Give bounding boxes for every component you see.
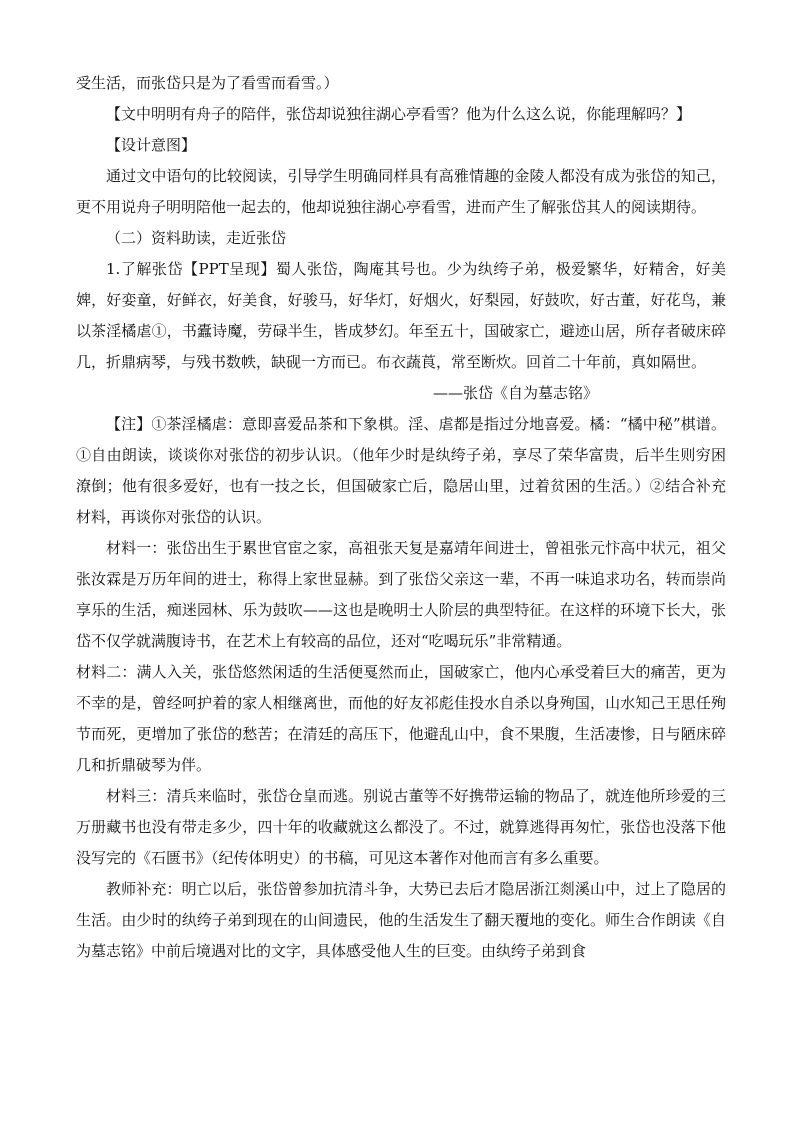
teacher-supplement: 教师补充：明亡以后，张岱曾参加抗清斗争，大势已去后才隐居浙江剡溪山中，过上了隐居的生活。由少时的纨绔子弟到现在的山间遗民，他的生活发生了翻天覆地的变化。师生合作朗读《自为墓志铭》中前后境遇对比的文字，具体感受他人生的巨变。由纨绔子弟到食 — [76, 880, 726, 960]
material-two: 材料二：满人入关，张岱悠然闲适的生活便戛然而止，国破家亡，他内心承受着巨大的痛苦，更为不幸的是，曾经呵护着的家人相继离世，而他的好友祁彪佳投水自杀以身殉国，山水知己王思任殉节而死，更增加了张岱的愁苦；在清廷的高压下，他避乱山中，食不果腹，生活凄惨，日与陋床碎几和折鼎破琴为伴。 — [76, 663, 726, 774]
discussion-question: 【文中明明有舟子的陪伴，张岱却说独往湖心亭看雪？他为什么这么说，你能理解吗？】 — [106, 105, 692, 123]
section-heading: （二）资料助读，走近张岱 — [106, 229, 287, 247]
design-intent-text: 通过文中语句的比较阅读，引导学生明确同样具有高雅情趣的金陵人都没有成为张岱的知己，更不用说舟子明明陪他一起去的，他却说独往湖心亭看雪，进而产生了解张岱其人的阅读期待。 — [76, 167, 726, 216]
material-one: 材料一：张岱出生于累世官宦之家，高祖张天复是嘉靖年间进士，曾祖张元忭高中状元，祖父张汝霖是万历年间的进士，称得上家世显赫。到了张岱父亲这一辈，不再一味追求功名，转而崇尚享乐的生活，痴迷园林、乐为鼓吹——这也是晚明士人阶层的典型特征。在这样的环境下长大，张岱不仅学就满腹诗书，在艺术上有较高的品位，还对“吃喝玩乐”非常精通。 — [76, 539, 726, 650]
note-paragraph: 【注】①茶淫橘虐：意即喜爱品茶和下象棋。淫、虐都是指过分地喜爱。橘：“橘中秘”棋谱。①自由朗读，谈谈你对张岱的初步认识。（他年少时是纨绔子弟，享尽了荣华富贵，后半生则穷困潦倒；他有很多爱好，也有一技之长，但国破家亡后，隐居山里，过着贫困的生活。）②结合补充材料，再谈你对张岱的认识。 — [76, 415, 726, 526]
paragraph-continuation: 受生活，而张岱只是为了看雪而看雪。） — [76, 74, 339, 92]
material-three: 材料三：清兵来临时，张岱仓皇而逃。别说古董等不好携带运输的物品了，就连他所珍爱的三万册藏书也没有带走多少，四十年的收藏就这么都没了。不过，就算逃得再匆忙，张岱也没落下他没写完的《石匮书》（纪传体明史）的书稿，可见这本著作对他而言有多么重要。 — [76, 787, 726, 867]
quote-attribution: ——张岱《自为墓志铭》 — [432, 384, 598, 402]
ppt-quote-paragraph: 1.了解张岱【PPT呈现】蜀人张岱，陶庵其号也。少为纨绔子弟，极爱繁华，好精舍，好美婢，好娈童，好鲜衣，好美食，好骏马，好华灯，好烟火，好梨园，好鼓吹，好古董，好花鸟，兼以茶淫橘虐①，书蠹诗魔，劳碌半生，皆成梦幻。年至五十，国破家亡，避迹山居，所存者破床碎几，折鼎病琴，与残书数帙，缺砚一方而已。布衣蔬莨，常至断炊。回首二十年前，真如隔世。 — [76, 260, 726, 371]
design-intent-heading: 【设计意图】 — [106, 136, 197, 154]
